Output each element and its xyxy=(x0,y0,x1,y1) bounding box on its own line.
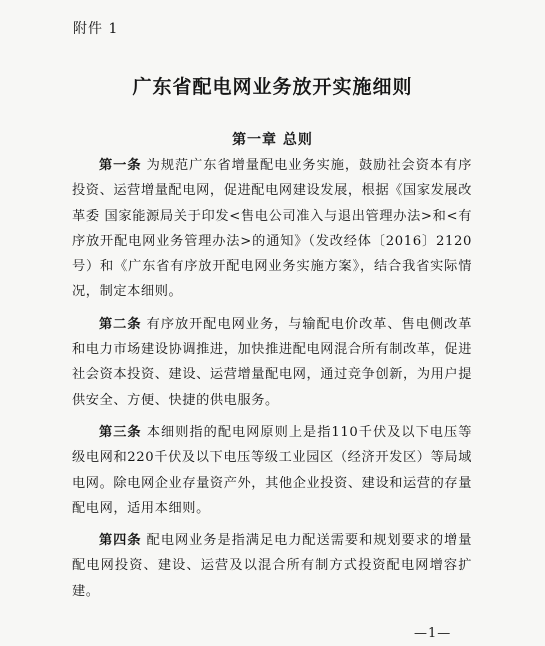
article-1 xyxy=(72,153,472,305)
document-title: 广东省配电网业务放开实施细则 xyxy=(132,76,413,98)
article-text: 配电网业务是指满足电力配送需要和规划要求的增量配电网投资、建设、运营及以混合所有制方式投资配电网增容扩建。 xyxy=(72,533,472,599)
chapter-heading: 第一章 总则 xyxy=(232,132,313,148)
article-4 xyxy=(72,528,472,604)
article-text: 有序放开配电网业务，与输配电价改革、售电侧改革和电力市场建设协调推进，加快推进配电网混合所有制改革，促进社会资本投资、建设、运营增量配电网，通过竞争创新，为用户提供安全、方便、快捷的供电服务。 xyxy=(72,316,472,408)
article-label: 第二条 xyxy=(99,316,142,332)
article-3 xyxy=(72,420,472,521)
article-2 xyxy=(72,312,472,413)
article-label: 第一条 xyxy=(99,158,142,173)
article-label: 第四条 xyxy=(99,533,142,549)
document-body xyxy=(72,153,472,611)
article-label: 第三条 xyxy=(99,424,142,440)
page-number: —1— xyxy=(414,626,452,641)
article-text: 本细则指的配电网原则上是指110千伏及以下电压等级电网和220千伏及以下电压等级工业园区（经济开发区）等局域电网。除电网企业存量资产外，其他企业投资、建设和运营的存量配电网，适用本细则。 xyxy=(72,424,472,516)
attachment-label: 附件 1 xyxy=(73,21,119,37)
article-text: 为规范广东省增量配电业务实施，鼓励社会资本有序投资、运营增量配电网，促进配电网建设发展，根据《国家发展改革委 国家能源局关于印发<售电公司准入与退出管理办法>和<有序放开配电网业务管理办法>的通知》（发改经体〔2016〕2120号）和《广东省有序放开配电网业务实施方案》，结合我省实际情况，制定本细则。 xyxy=(72,158,472,300)
